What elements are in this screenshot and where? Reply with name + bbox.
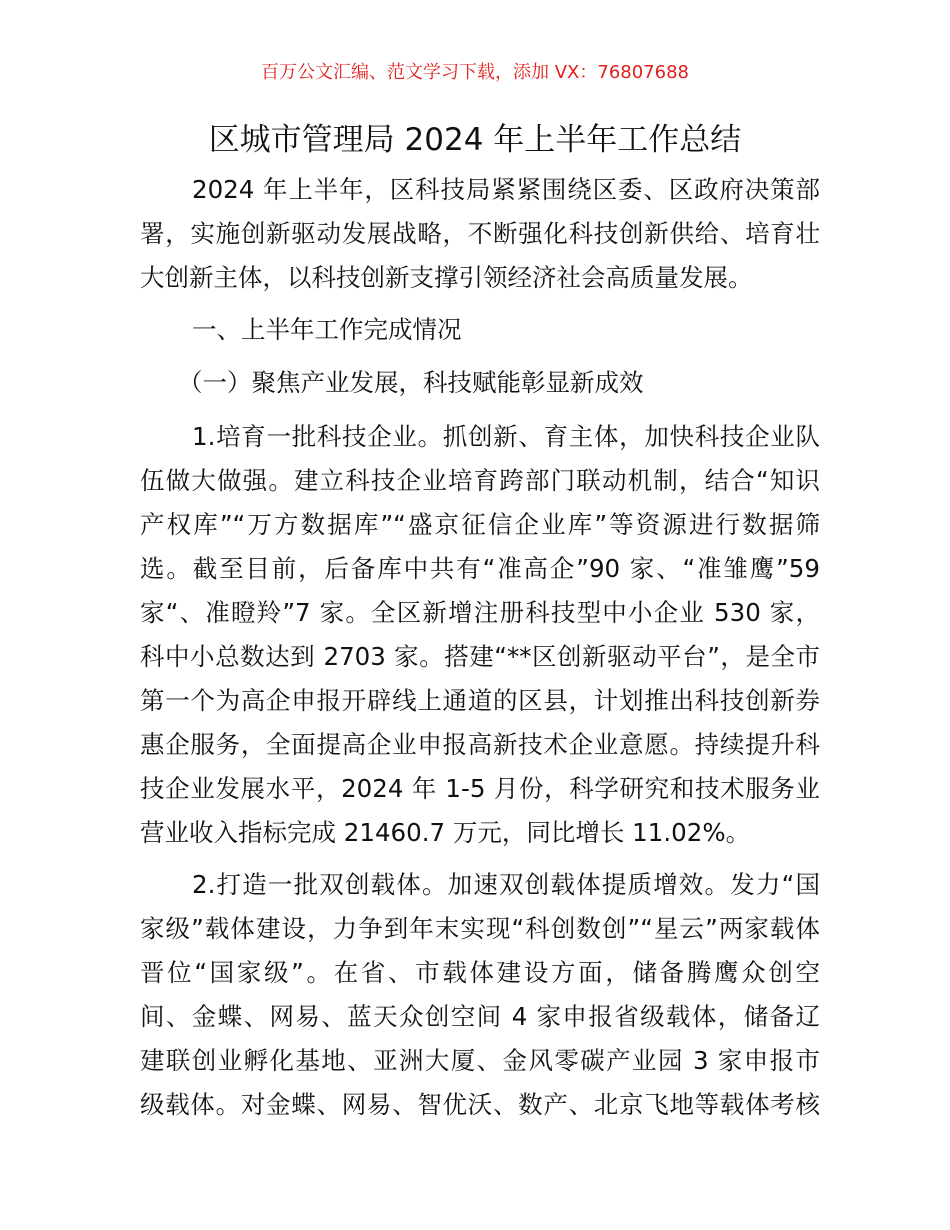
paragraph-line: 2.打造一批双创载体。加速双创载体提质增效。发力“国	[192, 870, 820, 899]
intro-line: 大创新主体，以科技创新支撑引领经济社会高质量发展。	[140, 263, 753, 292]
paragraph-line: 家“、准瞪羚”7 家。全区新增注册科技型中小企业 530 家，	[140, 598, 820, 627]
subsection-heading: （一）聚焦产业发展，科技赋能彰显新成效	[178, 368, 644, 397]
paragraph-line: 产权库”“万方数据库”“盛京征信企业库”等资源进行数据筛	[140, 510, 820, 539]
paragraph-line: 建联创业孵化基地、亚洲大厦、金风零碳产业园 3 家申报市	[140, 1046, 820, 1075]
paragraph-line: 1.培育一批科技企业。抓创新、育主体，加快科技企业队	[192, 422, 820, 451]
paragraph-line: 选。截至目前，后备库中共有“准高企”90 家、“准雏鹰”59	[140, 554, 820, 583]
paragraph-line: 营业收入指标完成 21460.7 万元，同比增长 11.02%。	[140, 818, 751, 847]
intro-line: 署，实施创新驱动发展战略，不断强化科技创新供给、培育壮	[140, 219, 820, 248]
paragraph-line: 第一个为高企申报开辟线上通道的区县，计划推出科技创新券	[140, 686, 820, 715]
section-heading: 一、上半年工作完成情况	[192, 315, 462, 344]
paragraph-line: 伍做大做强。建立科技企业培育跨部门联动机制，结合“知识	[140, 466, 820, 495]
paragraph-line: 晋位“国家级”。在省、市载体建设方面，储备腾鹰众创空	[140, 958, 820, 987]
watermark-banner: 百万公文汇编、范文学习下载，添加 VX：76807688	[261, 62, 689, 83]
intro-line: 2024 年上半年，区科技局紧紧围绕区委、区政府决策部	[192, 175, 820, 204]
paragraph-line: 级载体。对金蝶、网易、智优沃、数产、北京飞地等载体考核	[140, 1090, 820, 1119]
paragraph-line: 惠企服务，全面提高企业申报高新技术企业意愿。持续提升科	[140, 730, 820, 759]
document-title: 区城市管理局 2024 年上半年工作总结	[208, 122, 742, 158]
paragraph-line: 技企业发展水平，2024 年 1-5 月份，科学研究和技术服务业	[140, 774, 820, 803]
paragraph-line: 家级”载体建设，力争到年末实现“科创数创”“星云”两家载体	[140, 914, 820, 943]
paragraph-line: 间、金蝶、网易、蓝天众创空间 4 家申报省级载体，储备辽	[140, 1002, 820, 1031]
paragraph-line: 科中小总数达到 2703 家。搭建“**区创新驱动平台”，是全市	[140, 642, 820, 671]
